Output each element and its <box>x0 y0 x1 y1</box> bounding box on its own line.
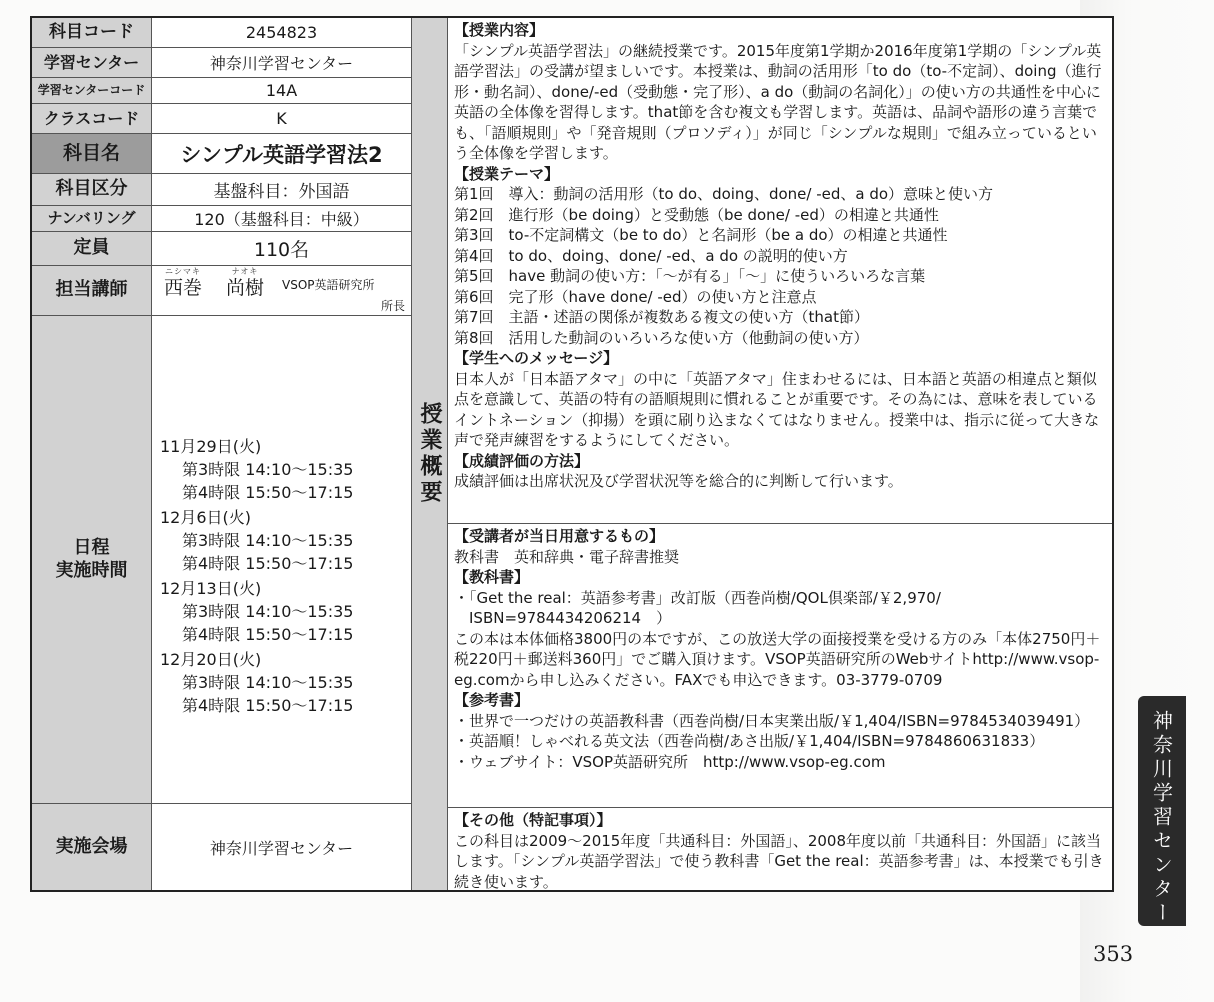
grading-heading: 【成績評価の方法】 <box>454 451 590 470</box>
instructor-given: 尚樹 <box>226 277 265 299</box>
center-code-label: 学習センターコード <box>32 78 152 104</box>
schedule-date: 12月20日(火) <box>160 650 262 669</box>
session-item: 第8回 活用した動詞のいろいろな使い方（他動詞の使い方） <box>454 328 869 347</box>
schedule-period: 第4時限 15:50～17:15 <box>182 696 354 715</box>
theme-heading: 【授業テーマ】 <box>454 164 560 183</box>
center-label: 学習センター <box>32 48 152 78</box>
prepare-text: 教科書 英和辞典・電子辞書推奨 <box>454 547 680 566</box>
numbering-value: 120（基盤科目：中級） <box>152 206 412 232</box>
instructor-affiliation: VSOP英語研究所 <box>282 278 375 292</box>
session-item: 第1回 導入：動詞の活用形（to do、doing、done/ -ed、a do）意味と使い方 <box>454 185 994 203</box>
reference-list <box>454 711 1106 773</box>
schedule-date: 12月13日(火) <box>160 579 262 598</box>
section-side-tab <box>1138 696 1186 926</box>
code-label: 科目コード <box>32 18 152 48</box>
session-list <box>454 184 1106 348</box>
session-item: 第3回 to-不定詞構文（be to do）と名詞形（be a do）の相違と共通性 <box>454 226 948 244</box>
course-name-value: シンプル英語学習法2 <box>152 134 412 174</box>
message-heading: 【学生へのメッセージ】 <box>454 349 619 367</box>
capacity-value: 110名 <box>152 232 412 266</box>
course-sheet <box>30 16 1114 892</box>
class-code-value: K <box>152 104 412 134</box>
schedule-period: 第3時限 14:10～15:35 <box>182 602 354 621</box>
schedule-container <box>160 434 411 716</box>
overview-block-main <box>448 18 1112 524</box>
instructor-furigana-family: ニシマキ <box>165 267 201 276</box>
center-code-value: 14A <box>152 78 412 104</box>
reference-item: ・英語順！しゃべれる英文法（西巻尚樹/あさ出版/￥1,404/ISBN=9784860631833） <box>454 732 1045 750</box>
instructor-family: 西巻 <box>164 277 203 299</box>
schedule-date: 12月6日(火) <box>160 508 252 527</box>
page-number: 353 <box>1093 942 1134 966</box>
reference-item: ・世界で一つだけの英語教科書（西巻尚樹/日本実業出版/￥1,404/ISBN=9784534039491） <box>454 711 1090 730</box>
session-item: 第4回 to do、doing、done/ -ed、a do の説明的使い方 <box>454 246 848 265</box>
instructor-label: 担当講師 <box>32 266 152 316</box>
textbook-text: ・「Get the real：英語参考書」改訂版（西巻尚樹/QOL倶楽部/￥2,970/ ISBN=9784434206214 ） この本は本体価格3800円の本ですが、この放送大学の面接授業を受ける方のみ「本体2750円＋税220円＋郵送料360円」でご購入頂けます。VSOP英語研究所のWebサイトhttp://www.vsop-eg.comから申し込みください。FAXでも申込できます。03-3779-0709 <box>454 588 1101 689</box>
overview-label-text: 授業概要 <box>417 402 442 506</box>
session-item: 第2回 進行形（be doing）と受動態（be done/ -ed）の相違と共通性 <box>454 205 939 224</box>
content-heading: 【授業内容】 <box>454 21 545 39</box>
reference-item: ・ウェブサイト：VSOP英語研究所 http://www.vsop-eg.com <box>454 752 886 771</box>
venue-value: 神奈川学習センター <box>152 804 412 890</box>
other-heading: 【その他（特記事項）】 <box>454 811 612 829</box>
overview-vertical-label <box>412 18 448 890</box>
instructor-title: 所長 <box>380 299 405 313</box>
schedule-period: 第3時限 14:10～15:35 <box>182 673 354 692</box>
category-value: 基盤科目：外国語 <box>152 174 412 206</box>
overview-block-materials <box>448 524 1112 808</box>
instructor-furigana-given: ナオキ <box>231 267 259 276</box>
reference-heading: 【参考書】 <box>454 691 530 709</box>
schedule-period: 第4時限 15:50～17:15 <box>182 554 354 573</box>
schedule-period: 第3時限 14:10～15:35 <box>182 460 354 479</box>
code-value: 2454823 <box>152 18 412 48</box>
center-value: 神奈川学習センター <box>152 48 412 78</box>
schedule-period: 第4時限 15:50～17:15 <box>182 625 354 644</box>
schedule-period: 第4時限 15:50～17:15 <box>182 483 354 502</box>
schedule-period: 第3時限 14:10～15:35 <box>182 531 354 550</box>
course-name-label: 科目名 <box>32 134 152 174</box>
session-item: 第5回 have 動詞の使い方：「～が有る」「～」に使ういろいろな言葉 <box>454 267 926 285</box>
prepare-heading: 【受講者が当日用意するもの】 <box>454 527 665 545</box>
session-item: 第7回 主語・述語の関係が複数ある複文の使い方（that節） <box>454 308 870 326</box>
textbook-heading: 【教科書】 <box>454 568 530 586</box>
message-text: 日本人が「日本語アタマ」の中に「英語アタマ」住まわせるには、日本語と英語の相違点と類似点を意識して、英語の特有の語順規則に慣れることが重要です。その為には、意味を表しているイントネーション（抑揚）を頭に刷り込まなくてはなりません。授業中は、指示に従って大きな声で発声練習をするようにしてください。 <box>454 369 1100 449</box>
side-tab-label: 神奈川学習センター <box>1149 710 1174 926</box>
capacity-label: 定員 <box>32 232 152 266</box>
grading-text: 成績評価は出席状況及び学習状況等を総合的に判断して行います。 <box>454 472 903 490</box>
schedule-list <box>152 316 412 804</box>
content-text: 「シンプル英語学習法」の継続授業です。2015年度第1学期か2016年度第1学期の「シンプル英語学習法」の受講が望ましいです。本授業は、動詞の活用形「to do（to-不定詞）、doing（進行形・動名詞）、done/-ed（受動態・完了形）、a do（動詞の名詞化）」の使い方の共通性を中心に英語の全体像を習得します。that節を含む複文も学習します。英語は、品詞や語形の違う言葉でも、「語順規則」や「発音規則（プロソディ）」が同じ「シンプルな規則」で組み立っているという全体像を学習します。 <box>454 41 1102 162</box>
schedule-label: 日程 実施時間 <box>32 316 152 804</box>
instructor-cell <box>152 266 412 316</box>
overview-block-other <box>448 808 1112 890</box>
category-label: 科目区分 <box>32 174 152 206</box>
venue-label: 実施会場 <box>32 804 152 890</box>
other-text: この科目は2009～2015年度「共通科目：外国語」、2008年度以前「共通科目：外国語」に該当します。「シンプル英語学習法」で使う教科書「Get the real：英語参考書」は、本授業でも引き続き使います。 <box>454 831 1104 891</box>
schedule-date: 11月29日(火) <box>160 437 262 456</box>
numbering-label: ナンバリング <box>32 206 152 232</box>
class-code-label: クラスコード <box>32 104 152 134</box>
session-item: 第6回 完了形（have done/ -ed）の使い方と注意点 <box>454 287 817 306</box>
